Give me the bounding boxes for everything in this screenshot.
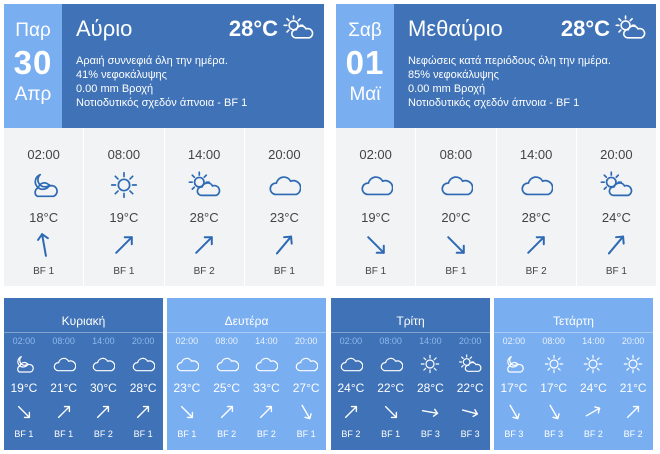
hour-temperature: 23°C — [269, 210, 299, 225]
day-name: Κυριακή — [61, 314, 106, 328]
day-number: 01 — [345, 44, 385, 81]
cloud-icon — [359, 170, 393, 200]
day-card-wednesday — [494, 298, 653, 450]
hour-time: 02:00 — [175, 336, 199, 346]
wind-beaufort: BF 3 — [544, 429, 564, 439]
hour-time: 02:00 — [12, 336, 36, 346]
wind-beaufort: BF 2 — [341, 429, 361, 439]
hour-temperature: 24°C — [579, 381, 607, 395]
wind-arrow-icon — [15, 403, 33, 421]
day-temperature: 28°C — [560, 16, 610, 41]
hour-temperature: 17°C — [500, 381, 528, 395]
day-details — [76, 54, 247, 110]
wind-arrow-icon — [363, 232, 389, 258]
hour-temperature: 19°C — [109, 210, 139, 225]
hour-time: 20:00 — [621, 336, 645, 346]
wind-arrow-icon — [111, 232, 137, 258]
sun-cloud-icon — [614, 14, 646, 42]
wind-arrow-icon — [421, 403, 439, 421]
wind-beaufort: BF 1 — [445, 266, 467, 277]
sun-cloud-icon — [282, 14, 314, 42]
cloud-icon — [215, 353, 239, 375]
hour-column — [164, 128, 244, 286]
cloud-icon — [131, 353, 155, 375]
hour-column — [167, 336, 207, 446]
cloud-icon — [379, 353, 403, 375]
hour-temperature: 28°C — [189, 210, 219, 225]
hour-column — [534, 336, 574, 446]
hour-temperature: 23°C — [173, 381, 201, 395]
hour-temperature: 24°C — [337, 381, 365, 395]
hour-time: 14:00 — [582, 336, 605, 346]
hour-column — [336, 128, 415, 286]
sun-icon — [107, 170, 141, 200]
hour-temperature: 21°C — [50, 381, 78, 395]
sun-icon — [621, 353, 645, 375]
moon-cloud-icon — [502, 353, 526, 375]
hour-time: 08:00 — [215, 336, 238, 346]
hour-temperature: 20°C — [441, 210, 471, 225]
date-box — [4, 4, 62, 128]
wind-beaufort: BF 1 — [113, 266, 135, 277]
hour-column — [331, 336, 371, 446]
cloud-icon — [439, 170, 473, 200]
hour-column — [247, 336, 287, 446]
hour-time: 08:00 — [542, 336, 565, 346]
day-card-sunday — [4, 298, 163, 450]
wind-arrow-icon — [178, 403, 196, 421]
hour-time: 14:00 — [187, 147, 221, 162]
hour-time: 08:00 — [439, 147, 473, 162]
sun-icon — [418, 353, 442, 375]
day-title: Αύριο — [76, 16, 133, 41]
wind-arrow-icon — [461, 403, 479, 421]
hour-column — [286, 336, 326, 446]
date-box — [336, 4, 394, 128]
cloud-icon — [52, 353, 76, 375]
wind-beaufort: BF 1 — [296, 429, 316, 439]
hour-time: 02:00 — [359, 147, 392, 162]
hour-column — [371, 336, 411, 446]
wind-beaufort: BF 2 — [193, 266, 215, 277]
moon-cloud-icon — [12, 353, 36, 375]
hour-column — [4, 336, 44, 446]
wind-beaufort: BF 2 — [583, 429, 603, 439]
hour-temperature: 27°C — [292, 381, 320, 395]
wind-beaufort: BF 2 — [525, 266, 547, 277]
divider — [331, 332, 490, 333]
wind-beaufort: BF 1 — [273, 266, 295, 277]
wind-arrow-icon — [443, 232, 469, 258]
wind-beaufort: BF 1 — [177, 429, 197, 439]
wind-arrow-icon — [382, 403, 400, 421]
hour-temperature: 21°C — [619, 381, 647, 395]
wind-arrow-icon — [134, 403, 152, 421]
wind-arrow-icon — [523, 232, 549, 258]
hour-temperature: 28°C — [416, 381, 444, 395]
wind-arrow-icon — [624, 403, 642, 421]
hour-time: 02:00 — [27, 147, 60, 162]
day-name: Τρίτη — [396, 314, 425, 328]
day-card-tomorrow — [4, 4, 324, 286]
wind-beaufort: BF 1 — [133, 429, 153, 439]
cloud-icon — [175, 353, 199, 375]
hour-time: 20:00 — [600, 147, 633, 162]
wind-arrow-icon — [584, 403, 602, 421]
wind-beaufort: BF 2 — [93, 429, 113, 439]
wind-arrow-icon — [191, 232, 217, 258]
wind-beaufort: BF 3 — [460, 429, 480, 439]
hour-temperature: 19°C — [361, 210, 391, 225]
month-name: Απρ — [14, 84, 52, 105]
wind-beaufort: BF 2 — [623, 429, 643, 439]
wind-arrow-icon — [603, 232, 629, 258]
hour-column — [576, 128, 656, 286]
divider — [494, 332, 653, 333]
wind-description: Νοτιοδυτικός σχεδόν άπνοια - BF 1 — [408, 97, 580, 109]
wind-arrow-icon — [505, 403, 523, 421]
hourly-forecast — [336, 128, 656, 286]
day-card-tuesday — [331, 298, 490, 450]
wind-beaufort: BF 1 — [54, 429, 74, 439]
hour-column — [244, 128, 324, 286]
hour-temperature: 22°C — [377, 381, 405, 395]
wind-beaufort: BF 3 — [420, 429, 440, 439]
sun-icon — [542, 353, 566, 375]
day-name: Δευτέρα — [224, 314, 269, 328]
wind-arrow-icon — [31, 232, 57, 258]
hour-column — [613, 336, 653, 446]
hourly-forecast — [4, 128, 324, 286]
wind-beaufort: BF 2 — [217, 429, 237, 439]
hour-temperature: 25°C — [213, 381, 241, 395]
hour-time: 14:00 — [255, 336, 278, 346]
hour-time: 20:00 — [131, 336, 155, 346]
sky-description: Αραιή συννεφιά όλη την ημέρα. — [76, 55, 228, 67]
hour-temperature: 24°C — [601, 210, 631, 225]
sun-icon — [581, 353, 605, 375]
hour-temperature: 17°C — [540, 381, 568, 395]
hour-time: 14:00 — [519, 147, 553, 162]
hour-column — [574, 336, 614, 446]
hour-time: 08:00 — [107, 147, 141, 162]
wind-description: Νοτιοδυτικός σχεδόν άπνοια - BF 1 — [76, 97, 248, 109]
rainfall: 0.00 mm Βροχή — [76, 83, 154, 95]
hour-column — [123, 336, 163, 446]
hour-temperature: 30°C — [89, 381, 117, 395]
hour-time: 08:00 — [52, 336, 75, 346]
hour-column — [44, 336, 84, 446]
wind-arrow-icon — [218, 403, 236, 421]
wind-arrow-icon — [55, 403, 73, 421]
cloud-cover: 85% νεφοκάλυψης — [408, 69, 499, 81]
wind-beaufort: BF 1 — [365, 266, 387, 277]
day-card-header — [4, 4, 324, 128]
hour-temperature: 22°C — [456, 381, 484, 395]
day-details — [408, 54, 611, 110]
day-summary — [394, 4, 656, 128]
hour-time: 02:00 — [502, 336, 526, 346]
cloud-cover: 41% νεφοκάλυψης — [76, 69, 167, 81]
wind-arrow-icon — [545, 403, 563, 421]
wind-arrow-icon — [342, 403, 360, 421]
day-name: Σαβ — [348, 20, 382, 41]
wind-arrow-icon — [94, 403, 112, 421]
sun-cloud-icon — [599, 170, 633, 200]
wind-beaufort: BF 1 — [14, 429, 34, 439]
wind-arrow-icon — [297, 403, 315, 421]
wind-beaufort: BF 2 — [256, 429, 276, 439]
day-card-monday — [167, 298, 326, 450]
hour-temperature: 28°C — [129, 381, 157, 395]
month-name: Μαϊ — [349, 84, 381, 105]
day-card-header — [336, 4, 656, 128]
hour-temperature: 33°C — [252, 381, 280, 395]
hour-temperature: 18°C — [29, 210, 59, 225]
day-name: Τετάρτη — [553, 314, 594, 328]
hour-column — [496, 128, 576, 286]
cloud-icon — [91, 353, 115, 375]
hour-time: 20:00 — [294, 336, 318, 346]
hour-column — [415, 128, 495, 286]
day-summary — [62, 4, 324, 128]
rainfall: 0.00 mm Βροχή — [408, 83, 486, 95]
hour-column — [4, 128, 83, 286]
hour-column — [411, 336, 451, 446]
day-card-day-after — [336, 4, 656, 286]
sun-cloud-icon — [187, 170, 221, 200]
hour-column — [207, 336, 247, 446]
cloud-icon — [519, 170, 553, 200]
cloud-icon — [294, 353, 318, 375]
sun-cloud-icon — [458, 353, 482, 375]
sky-description: Νεφώσεις κατά περιόδους όλη την ημέρα. — [408, 55, 611, 67]
wind-beaufort: BF 3 — [504, 429, 524, 439]
hour-column — [450, 336, 490, 446]
divider — [167, 332, 326, 333]
hour-column — [494, 336, 534, 446]
hour-time: 08:00 — [379, 336, 402, 346]
day-temperature: 28°C — [228, 16, 278, 41]
hour-time: 02:00 — [339, 336, 363, 346]
day-number: 30 — [13, 44, 53, 81]
hour-time: 14:00 — [419, 336, 442, 346]
wind-arrow-icon — [271, 232, 297, 258]
hour-column — [84, 336, 124, 446]
cloud-icon — [339, 353, 363, 375]
wind-arrow-icon — [257, 403, 275, 421]
wind-beaufort: BF 1 — [33, 266, 55, 277]
hour-column — [83, 128, 163, 286]
divider — [4, 332, 163, 333]
cloud-icon — [254, 353, 278, 375]
hour-temperature: 28°C — [521, 210, 551, 225]
day-name: Παρ — [15, 20, 51, 41]
hour-time: 20:00 — [458, 336, 482, 346]
cloud-icon — [267, 170, 301, 200]
wind-beaufort: BF 1 — [605, 266, 627, 277]
day-title: Μεθαύριο — [408, 16, 503, 41]
hour-time: 14:00 — [92, 336, 115, 346]
moon-cloud-icon — [27, 170, 61, 200]
wind-beaufort: BF 1 — [381, 429, 401, 439]
hour-time: 20:00 — [268, 147, 301, 162]
hour-temperature: 19°C — [10, 381, 38, 395]
